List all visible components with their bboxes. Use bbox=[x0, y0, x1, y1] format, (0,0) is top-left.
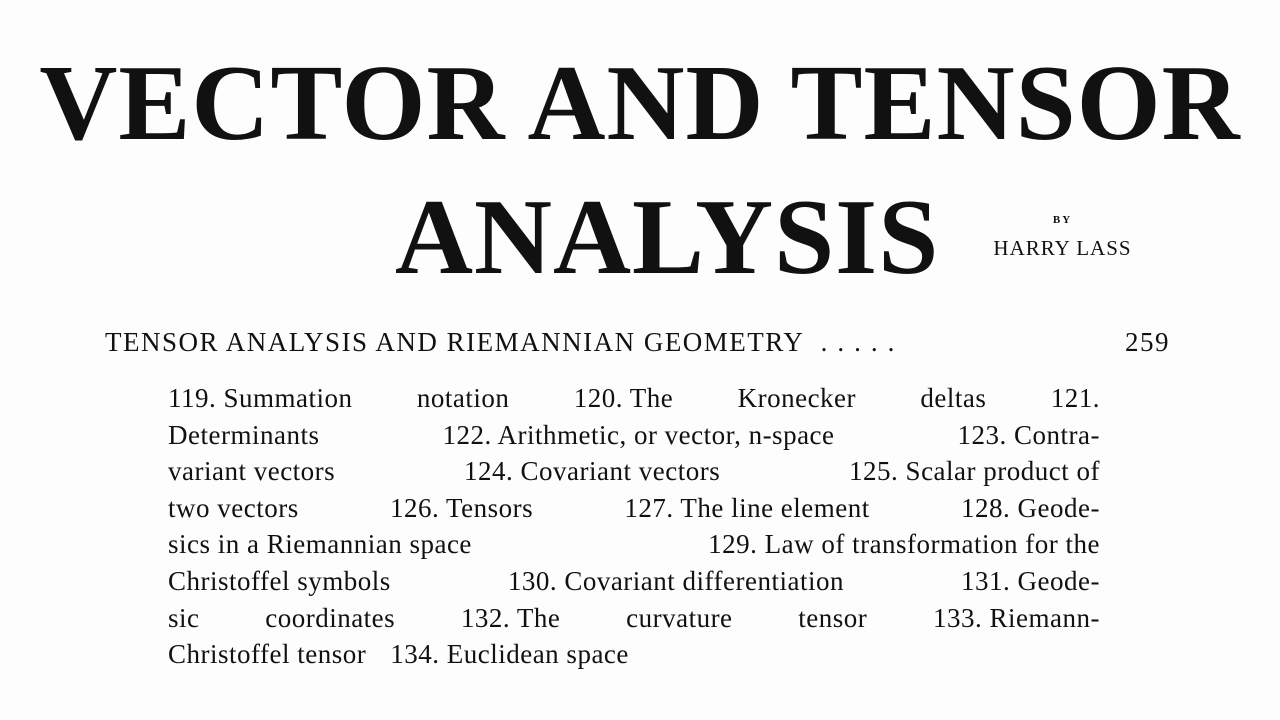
contents-segment: sic bbox=[168, 602, 200, 633]
book-title-line-1: VECTOR AND TENSOR bbox=[39, 44, 1241, 163]
contents-segment: variant vectors bbox=[168, 456, 336, 487]
contents-segment: two vectors bbox=[168, 492, 299, 523]
contents-line bbox=[168, 380, 1100, 417]
contents-segment: 127. The line element bbox=[624, 492, 870, 523]
contents-segment: notation bbox=[416, 383, 510, 413]
byline bbox=[980, 214, 1145, 261]
chapter-leader-dots: ..... bbox=[820, 327, 905, 357]
by-label: BY bbox=[1052, 214, 1073, 226]
contents-segment: Kronecker bbox=[737, 383, 857, 413]
contents-segment: 133. Riemann- bbox=[932, 602, 1100, 633]
contents-segment: 121. bbox=[1050, 383, 1100, 413]
contents-segment: deltas bbox=[920, 383, 987, 413]
contents-line bbox=[168, 526, 1100, 563]
contents-segment: 131. Geode- bbox=[961, 565, 1100, 596]
chapter-heading bbox=[105, 327, 1170, 358]
contents-segment: 123. Contra- bbox=[957, 419, 1100, 450]
contents-segment: 134. Euclidean space bbox=[390, 639, 629, 670]
contents-segment: 129. Law of transformation for the bbox=[708, 529, 1100, 560]
contents-segment: 122. Arithmetic, or vector, n-space bbox=[442, 419, 835, 450]
contents-segment: 132. The bbox=[460, 602, 561, 633]
chapter-title: TENSOR ANALYSIS AND RIEMANNIAN GEOMETRY bbox=[105, 327, 805, 357]
contents-line bbox=[168, 636, 1100, 673]
contents-segment: Christoffel symbols bbox=[168, 565, 391, 596]
contents-segment: 126. Tensors bbox=[389, 492, 534, 523]
author-name: HARRY LASS bbox=[993, 236, 1132, 260]
contents-segment: 124. Covariant vectors bbox=[464, 456, 721, 487]
contents-line bbox=[168, 417, 1100, 454]
contents-segment: 125. Scalar product of bbox=[849, 456, 1100, 487]
contents-segment: 130. Covariant differentiation bbox=[507, 565, 844, 596]
contents-line bbox=[168, 563, 1100, 600]
contents-line bbox=[168, 490, 1100, 527]
chapter-page-number: 259 bbox=[1125, 327, 1170, 357]
contents-segment: tensor bbox=[798, 602, 868, 633]
contents-segment: 119. Summation bbox=[168, 383, 353, 413]
contents-segment: Determinants bbox=[168, 419, 320, 450]
contents-segment: Christoffel tensor bbox=[168, 639, 367, 670]
book-title-line-2: ANALYSIS bbox=[395, 178, 940, 297]
contents-segment: 120. The bbox=[573, 383, 674, 413]
contents-segment: coordinates bbox=[265, 602, 396, 633]
contents-line bbox=[168, 600, 1100, 637]
section-contents bbox=[168, 380, 1100, 673]
contents-line bbox=[168, 453, 1100, 490]
contents-segment: 128. Geode- bbox=[961, 492, 1100, 523]
contents-segment: curvature bbox=[626, 602, 733, 633]
contents-segment: sics in a Riemannian space bbox=[168, 529, 472, 560]
